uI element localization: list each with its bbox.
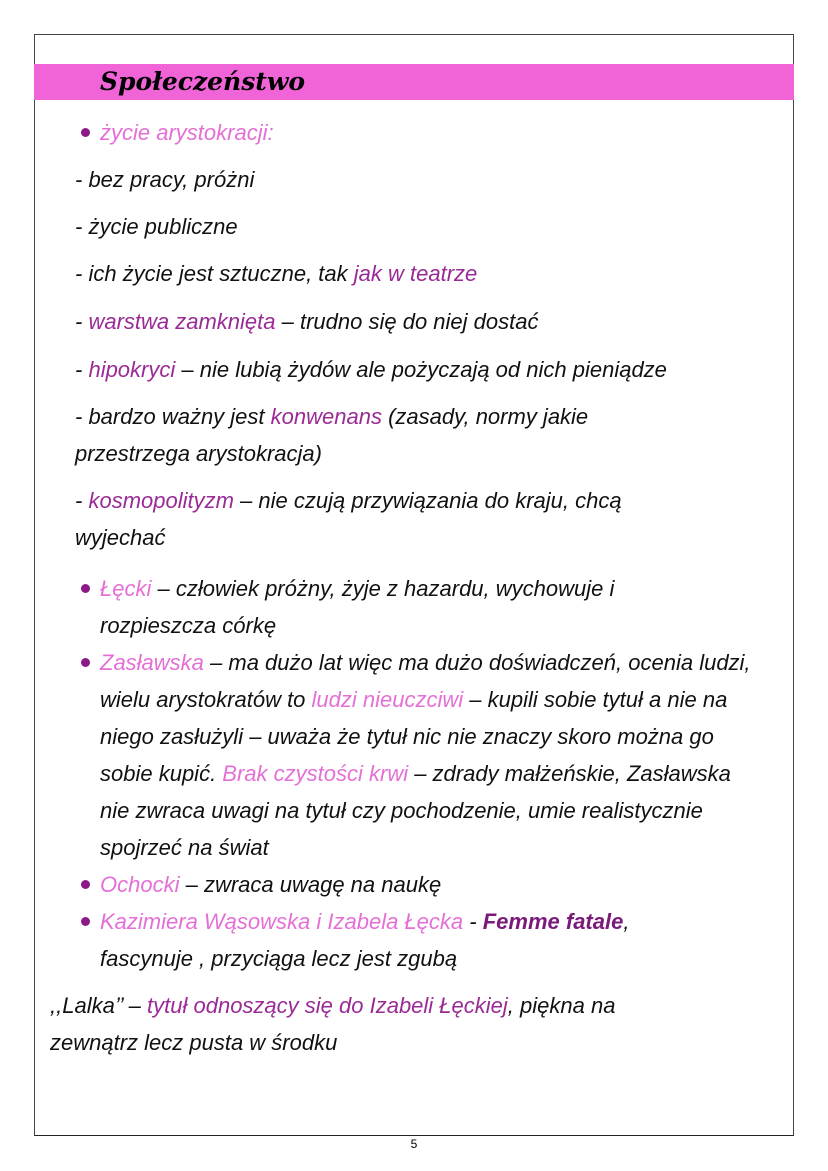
page-heading: Społeczeństwo [100, 67, 306, 96]
line-2 [75, 208, 765, 245]
character-list [76, 570, 766, 977]
separator: - [463, 909, 483, 934]
highlight-term: Femme fatale [482, 909, 624, 934]
character-desc: – zdrady małżeńskie, Zasławska nie zwraca uwagi na tytuł czy pochodzenie, umie realistycznie spojrzeć na świat [100, 761, 731, 860]
bullet-lecki [100, 570, 700, 644]
line-text: - ich życie jest sztuczne, tak [75, 261, 354, 286]
closing-paragraph [50, 987, 700, 1061]
closing-text: ,,Lalka’’ – [50, 993, 148, 1018]
character-name: Kazimiera Wąsowska i Izabela Łęcka [100, 909, 464, 934]
line-text: - [75, 488, 89, 513]
highlight-term: kosmopolityzm [88, 488, 234, 513]
line-3 [75, 255, 765, 292]
line-text: – nie lubią żydów ale pożyczają od nich pieniądze [175, 357, 667, 382]
line-text: – nie czują przywiązania do kraju, chcą wyjechać [75, 488, 622, 550]
highlight-term: tytuł odnoszący się do Izabeli Łęckiej [147, 993, 508, 1018]
line-1 [75, 161, 765, 198]
line-text: - [75, 309, 89, 334]
character-name: Zasławska [100, 650, 204, 675]
page-number: 5 [410, 1137, 418, 1151]
highlight-term: Brak czystości krwi [222, 761, 409, 786]
line-text: - bez pracy, próżni [75, 167, 255, 192]
closing-text: , piękna na zewnątrz lecz pusta w środku [50, 993, 616, 1055]
line-4 [75, 303, 765, 340]
highlight-term: jak w teatrze [353, 261, 478, 286]
character-desc: , fascynuje , przyciąga lecz jest zgubą [100, 909, 630, 971]
highlight-term: warstwa zamknięta [88, 309, 276, 334]
character-name: Łęcki [100, 576, 152, 601]
character-desc: – człowiek próżny, żyje z hazardu, wychowuje i rozpieszcza córkę [100, 576, 615, 638]
character-desc: – kupili sobie tytuł a nie na niego zasłużyli – uważa że tytuł nic nie znaczy skoro można go sobie kupić. [100, 687, 728, 786]
bullet-intro-text: życie arystokracji: [100, 120, 274, 145]
line-text: - życie publiczne [75, 214, 238, 239]
bullet-zaslawska [100, 644, 766, 866]
bullet-ochocki [100, 866, 766, 903]
highlight-term: ludzi nieuczciwi [311, 687, 464, 712]
line-text: - [75, 357, 89, 382]
line-7 [75, 482, 715, 556]
bullet-kazimiera [100, 903, 700, 977]
character-name: Ochocki [100, 872, 180, 897]
line-text: - bardzo ważny jest [75, 404, 271, 429]
line-5 [75, 351, 765, 388]
bullet-intro [76, 114, 766, 151]
character-desc: – ma dużo lat więc ma dużo doświadczeń, ocenia ludzi, wielu arystokratów to [100, 650, 751, 712]
character-desc: – zwraca uwagę na naukę [179, 872, 442, 897]
line-text: (zasady, normy jakie przestrzega arystokracja) [75, 404, 589, 466]
line-6 [75, 398, 695, 472]
highlight-term: hipokryci [88, 357, 176, 382]
line-text: – trudno się do niej dostać [275, 309, 539, 334]
highlight-term: konwenans [270, 404, 382, 429]
